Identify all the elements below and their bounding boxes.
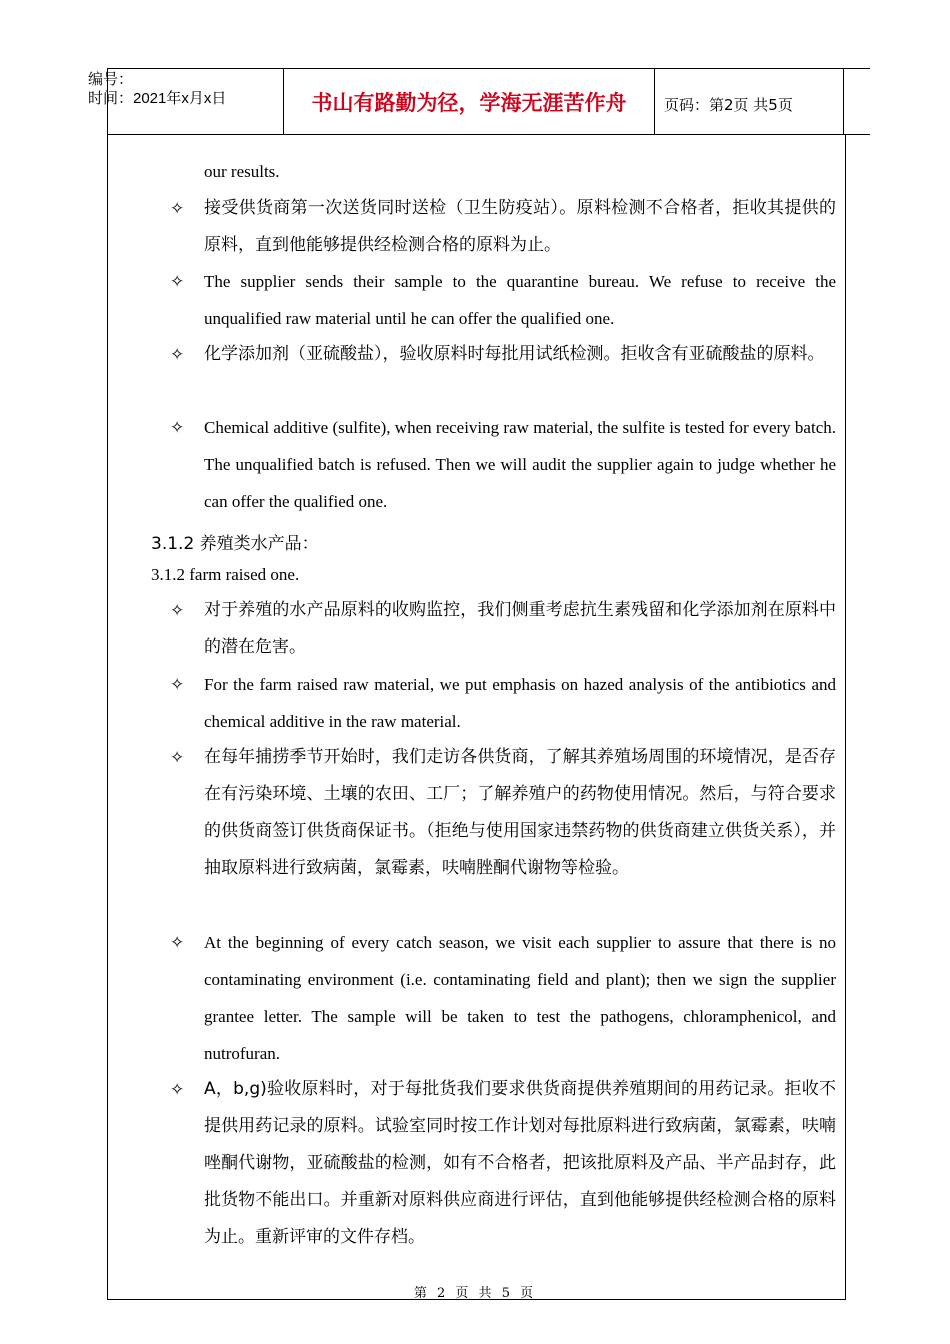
diamond-bullet-icon: ✧: [170, 272, 185, 292]
diamond-bullet-icon: ✧: [170, 1080, 185, 1100]
document-number-label: 编号：: [88, 71, 134, 88]
list-item: 对于养殖的水产品原料的收购监控，我们侧重考虑抗生素残留和化学添加剂在原料中的潜在危害。: [204, 600, 836, 657]
list-item: At the beginning of every catch season, we visit each supplier to assure that there is no contaminating environment (i.e. contaminating field and plant); then we sign the supplier grantee letter. The sample will be taken to test the pathogens, chloramphenicol, and nutrofuran.: [204, 933, 836, 1063]
list-item: 化学添加剂（亚硫酸盐），验收原料时每批用试纸检测。拒收含有亚硫酸盐的原料。: [204, 344, 825, 364]
list-item: For the farm raised raw material, we put emphasis on hazed analysis of the antibiotics and chemical additive in the raw material.: [204, 675, 836, 731]
diamond-bullet-icon: ✧: [170, 199, 185, 219]
list-item: 接受供货商第一次送货同时送检（卫生防疫站）。原料检测不合格者，拒收其提供的原料，直到他能够提供经检测合格的原料为止。: [204, 198, 836, 255]
diamond-bullet-icon: ✧: [170, 418, 185, 438]
list-item: A，b,g)验收原料时，对于每批货我们要求供货商提供养殖期间的用药记录。拒收不提供用药记录的原料。试验室同时按工作计划对每批原料进行致病菌，氯霉素，呋喃唑酮代谢物，亚硫酸盐的检测，如有不合格者，把该批原料及产品、半产品封存，此批货物不能出口。并重新对原料供应商进行评估，直到他能够提供经检测合格的原料为止。重新评审的文件存档。: [204, 1079, 836, 1247]
list-item: Chemical additive (sulfite), when receiving raw material, the sulfite is tested for every batch. The unqualified batch is refused. Then we will audit the supplier again to judge whether he can offer the qualified one.: [204, 418, 836, 511]
diamond-bullet-icon: ✧: [170, 345, 185, 365]
diamond-bullet-icon: ✧: [170, 933, 185, 953]
header-motto: 书山有路勤为径，学海无涯苦作舟: [311, 91, 627, 115]
document-date: 时间：2021年x月x日: [88, 90, 227, 107]
header-top-rule: [107, 68, 870, 69]
continued-text: our results.: [204, 162, 280, 181]
header-divider-2: [654, 68, 655, 134]
header-meta: [88, 70, 226, 108]
list-item: 在每年捕捞季节开始时，我们走访各供货商，了解其养殖场周围的环境情况，是否存在有污染环境、土壤的农田、工厂；了解养殖户的药物使用情况。然后，与符合要求的供货商签订供货商保证书。（拒绝与使用国家违禁药物的供货商建立供货关系），并抽取原料进行致病菌，氯霉素，呋喃脞酮代谢物等检验。: [204, 747, 836, 878]
list-item: The supplier sends their sample to the quarantine bureau. We refuse to receive the unqualified raw material until he can offer the qualified one.: [204, 272, 836, 328]
section-heading-en: 3.1.2 farm raised one.: [151, 565, 300, 584]
diamond-bullet-icon: ✧: [170, 675, 185, 695]
header-page-number: 页码：第2页 共5页: [664, 96, 793, 114]
diamond-bullet-icon: ✧: [170, 748, 185, 768]
header-divider-3: [843, 68, 844, 134]
page-footer: 第 2 页 共 5 页: [413, 1286, 537, 1301]
diamond-bullet-icon: ✧: [170, 601, 185, 621]
section-heading-zh: 3.1.2 养殖类水产品：: [151, 534, 319, 554]
